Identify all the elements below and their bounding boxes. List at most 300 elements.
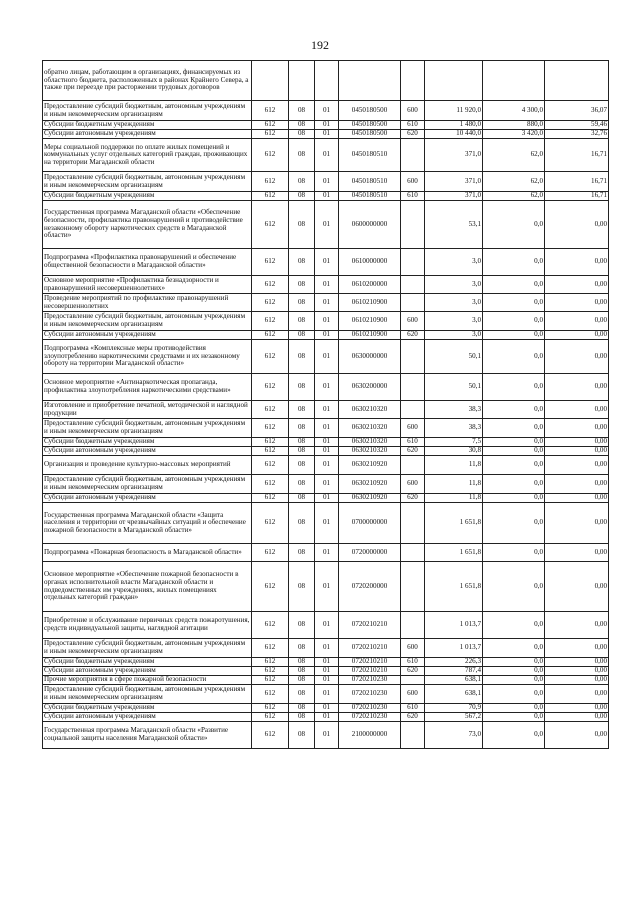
cell-ved-code: 612 [252, 562, 289, 612]
cell-ved-code: 612 [252, 658, 289, 667]
cell-section: 08 [289, 456, 315, 475]
cell-name: Предоставление субсидий бюджетным, автономным учреждениям и иным некоммерческим организациям [43, 172, 252, 192]
cell-target-article: 0610200000 [339, 276, 401, 294]
table-body [43, 61, 609, 749]
cell-plan-amount: 70,9 [425, 704, 483, 713]
cell-subsection: 01 [315, 340, 339, 374]
table-row [43, 639, 609, 658]
cell-target-article: 0450180510 [339, 172, 401, 192]
cell-ved-code: 612 [252, 438, 289, 447]
cell-target-article: 0450180500 [339, 101, 401, 121]
cell-target-article: 0720210210 [339, 667, 401, 676]
cell-target-article: 0630210920 [339, 475, 401, 494]
cell-executed-amount: 0,0 [483, 639, 545, 658]
cell-subsection: 01 [315, 331, 339, 340]
cell-target-article: 0720210230 [339, 685, 401, 704]
table-row [43, 676, 609, 685]
cell-name: Субсидии автономным учреждениям [43, 130, 252, 139]
cell-subsection: 01 [315, 121, 339, 130]
cell-section: 08 [289, 276, 315, 294]
cell-target-article: 0450180500 [339, 130, 401, 139]
cell-ved-code [252, 61, 289, 101]
cell-section: 08 [289, 438, 315, 447]
table-row [43, 130, 609, 139]
cell-executed-amount: 0,0 [483, 713, 545, 722]
cell-percent: 0,00 [545, 249, 609, 276]
cell-ved-code: 612 [252, 101, 289, 121]
cell-target-article: 0630210920 [339, 494, 401, 503]
cell-section: 08 [289, 374, 315, 401]
cell-subsection: 01 [315, 704, 339, 713]
cell-target-article: 0720210230 [339, 676, 401, 685]
table-row [43, 667, 609, 676]
cell-percent: 0,00 [545, 331, 609, 340]
cell-ved-code: 612 [252, 130, 289, 139]
cell-target-article: 0630210320 [339, 401, 401, 419]
cell-percent: 0,00 [545, 722, 609, 749]
cell-executed-amount: 880,0 [483, 121, 545, 130]
cell-target-article: 0610210900 [339, 331, 401, 340]
cell-ved-code: 612 [252, 192, 289, 201]
cell-target-article: 0720210210 [339, 612, 401, 639]
cell-name: обратно лицам, работающим в организациях, финансируемых из областного бюджета, расположенных в районах Крайнего Севера, а также при переезде при расторжении трудовых договоров [43, 61, 252, 101]
cell-executed-amount: 0,0 [483, 685, 545, 704]
cell-plan-amount: 3,0 [425, 294, 483, 312]
cell-name: Предоставление субсидий бюджетным, автономным учреждениям и иным некоммерческим организациям [43, 475, 252, 494]
cell-executed-amount: 0,0 [483, 667, 545, 676]
cell-plan-amount [425, 61, 483, 101]
cell-ved-code: 612 [252, 722, 289, 749]
cell-expense-type [401, 374, 425, 401]
cell-ved-code: 612 [252, 639, 289, 658]
cell-expense-type: 620 [401, 331, 425, 340]
cell-percent: 0,00 [545, 276, 609, 294]
cell-percent: 0,00 [545, 667, 609, 676]
cell-plan-amount: 11,8 [425, 494, 483, 503]
cell-expense-type: 610 [401, 438, 425, 447]
cell-target-article: 0610000000 [339, 249, 401, 276]
cell-name: Основное мероприятие «Профилактика безнадзорности и правонарушений несовершеннолетних» [43, 276, 252, 294]
cell-section: 08 [289, 249, 315, 276]
cell-section: 08 [289, 419, 315, 438]
cell-plan-amount: 371,0 [425, 192, 483, 201]
cell-section: 08 [289, 722, 315, 749]
table-row [43, 121, 609, 130]
cell-subsection: 01 [315, 139, 339, 172]
cell-name: Организация и проведение культурно-массовых мероприятий [43, 456, 252, 475]
cell-expense-type [401, 562, 425, 612]
cell-section: 08 [289, 494, 315, 503]
cell-target-article: 0720210230 [339, 713, 401, 722]
table-row [43, 192, 609, 201]
cell-percent: 0,00 [545, 201, 609, 249]
cell-section: 08 [289, 340, 315, 374]
cell-expense-type [401, 503, 425, 544]
cell-subsection: 01 [315, 503, 339, 544]
table-row [43, 503, 609, 544]
cell-executed-amount: 62,0 [483, 139, 545, 172]
cell-expense-type: 600 [401, 475, 425, 494]
cell-section: 08 [289, 121, 315, 130]
cell-subsection: 01 [315, 401, 339, 419]
cell-executed-amount: 0,0 [483, 503, 545, 544]
table-row [43, 494, 609, 503]
cell-executed-amount: 0,0 [483, 722, 545, 749]
table-row [43, 101, 609, 121]
cell-subsection: 01 [315, 447, 339, 456]
cell-subsection: 01 [315, 713, 339, 722]
cell-executed-amount: 0,0 [483, 494, 545, 503]
cell-target-article: 0450180510 [339, 139, 401, 172]
cell-section: 08 [289, 447, 315, 456]
cell-ved-code: 612 [252, 121, 289, 130]
cell-section: 08 [289, 676, 315, 685]
cell-percent: 0,00 [545, 312, 609, 331]
cell-subsection: 01 [315, 312, 339, 331]
cell-expense-type [401, 276, 425, 294]
cell-plan-amount: 38,3 [425, 419, 483, 438]
cell-plan-amount: 567,2 [425, 713, 483, 722]
cell-subsection: 01 [315, 374, 339, 401]
cell-plan-amount: 3,0 [425, 312, 483, 331]
cell-expense-type [401, 401, 425, 419]
cell-target-article: 0700000000 [339, 503, 401, 544]
cell-percent: 0,00 [545, 658, 609, 667]
cell-percent: 0,00 [545, 685, 609, 704]
cell-percent: 59,46 [545, 121, 609, 130]
cell-percent: 16,71 [545, 172, 609, 192]
cell-percent: 0,00 [545, 456, 609, 475]
cell-executed-amount: 0,0 [483, 419, 545, 438]
cell-expense-type [401, 294, 425, 312]
table-row [43, 704, 609, 713]
cell-subsection: 01 [315, 639, 339, 658]
cell-name: Предоставление субсидий бюджетным, автономным учреждениям и иным некоммерческим организациям [43, 639, 252, 658]
cell-name: Предоставление субсидий бюджетным, автономным учреждениям и иным некоммерческим организациям [43, 101, 252, 121]
cell-percent: 16,71 [545, 139, 609, 172]
cell-section: 08 [289, 713, 315, 722]
cell-percent: 0,00 [545, 639, 609, 658]
cell-plan-amount: 1 651,8 [425, 503, 483, 544]
cell-target-article: 0630210920 [339, 456, 401, 475]
cell-name: Приобретение и обслуживание первичных средств пожаротушения, средств индивидуальной защиты, наглядной агитации [43, 612, 252, 639]
cell-name: Государственная программа Магаданской области «Развитие социальной защиты населения Магаданской области» [43, 722, 252, 749]
cell-section: 08 [289, 172, 315, 192]
cell-percent: 0,00 [545, 494, 609, 503]
cell-subsection: 01 [315, 612, 339, 639]
cell-target-article: 0610210900 [339, 294, 401, 312]
cell-subsection: 01 [315, 101, 339, 121]
cell-name: Субсидии бюджетным учреждениям [43, 438, 252, 447]
cell-expense-type: 610 [401, 704, 425, 713]
cell-expense-type: 620 [401, 130, 425, 139]
table-row [43, 294, 609, 312]
cell-plan-amount: 3,0 [425, 331, 483, 340]
cell-ved-code: 612 [252, 676, 289, 685]
table-row [43, 475, 609, 494]
cell-executed-amount: 0,0 [483, 201, 545, 249]
cell-section: 08 [289, 139, 315, 172]
cell-target-article: 0720000000 [339, 544, 401, 562]
cell-plan-amount: 371,0 [425, 139, 483, 172]
cell-name: Подпрограмма «Комплексные меры противодействия злоупотреблению наркотическими средствами и их незаконному обороту на территории Магаданской области» [43, 340, 252, 374]
cell-target-article: 0630200000 [339, 374, 401, 401]
cell-name: Прочие мероприятия в сфере пожарной безопасности [43, 676, 252, 685]
cell-plan-amount: 787,4 [425, 667, 483, 676]
cell-percent: 0,00 [545, 447, 609, 456]
cell-plan-amount: 11,8 [425, 456, 483, 475]
cell-ved-code: 612 [252, 340, 289, 374]
cell-subsection: 01 [315, 276, 339, 294]
cell-percent: 32,76 [545, 130, 609, 139]
cell-executed-amount: 4 300,0 [483, 101, 545, 121]
cell-expense-type [401, 201, 425, 249]
cell-name: Субсидии бюджетным учреждениям [43, 121, 252, 130]
cell-percent: 0,00 [545, 475, 609, 494]
cell-expense-type [401, 249, 425, 276]
cell-expense-type: 600 [401, 419, 425, 438]
page-number: 192 [311, 38, 329, 52]
cell-name: Субсидии бюджетным учреждениям [43, 704, 252, 713]
cell-executed-amount: 0,0 [483, 475, 545, 494]
cell-plan-amount: 50,1 [425, 340, 483, 374]
cell-plan-amount: 7,5 [425, 438, 483, 447]
cell-expense-type [401, 722, 425, 749]
cell-section: 08 [289, 612, 315, 639]
cell-ved-code: 612 [252, 447, 289, 456]
cell-expense-type: 600 [401, 685, 425, 704]
cell-executed-amount: 0,0 [483, 249, 545, 276]
cell-plan-amount: 38,3 [425, 401, 483, 419]
cell-section: 08 [289, 401, 315, 419]
cell-expense-type: 600 [401, 101, 425, 121]
cell-executed-amount: 0,0 [483, 438, 545, 447]
cell-subsection: 01 [315, 685, 339, 704]
cell-name: Изготовление и приобретение печатной, методической и наглядной продукции [43, 401, 252, 419]
budget-table [42, 60, 609, 749]
cell-target-article: 0630210320 [339, 438, 401, 447]
cell-subsection: 01 [315, 562, 339, 612]
cell-name: Субсидии автономным учреждениям [43, 667, 252, 676]
cell-name: Предоставление субсидий бюджетным, автономным учреждениям и иным некоммерческим организациям [43, 685, 252, 704]
cell-executed-amount: 0,0 [483, 374, 545, 401]
cell-percent: 0,00 [545, 704, 609, 713]
cell-name: Субсидии автономным учреждениям [43, 713, 252, 722]
table-row [43, 340, 609, 374]
cell-expense-type [401, 544, 425, 562]
cell-expense-type: 610 [401, 658, 425, 667]
cell-ved-code: 612 [252, 331, 289, 340]
cell-section: 08 [289, 639, 315, 658]
cell-executed-amount: 0,0 [483, 447, 545, 456]
cell-name: Меры социальной поддержки по оплате жилых помещений и коммунальных услуг отдельных категорий граждан, проживающих на территории Магаданской области [43, 139, 252, 172]
cell-target-article: 0610210900 [339, 312, 401, 331]
cell-ved-code: 612 [252, 374, 289, 401]
cell-section: 08 [289, 101, 315, 121]
cell-expense-type [401, 456, 425, 475]
cell-subsection: 01 [315, 494, 339, 503]
cell-name: Основное мероприятие «Обеспечение пожарной безопасности в органах исполнительной власти Магаданской области и подведомственных им учреждениях, жилых помещениях отдельных категорий граждан» [43, 562, 252, 612]
cell-ved-code: 612 [252, 294, 289, 312]
cell-ved-code: 612 [252, 276, 289, 294]
cell-ved-code: 612 [252, 667, 289, 676]
cell-name: Предоставление субсидий бюджетным, автономным учреждениям и иным некоммерческим организациям [43, 419, 252, 438]
cell-expense-type: 620 [401, 447, 425, 456]
cell-percent: 0,00 [545, 340, 609, 374]
cell-expense-type [401, 61, 425, 101]
cell-expense-type: 600 [401, 639, 425, 658]
table-row [43, 658, 609, 667]
cell-target-article: 0630000000 [339, 340, 401, 374]
cell-expense-type: 620 [401, 494, 425, 503]
cell-subsection: 01 [315, 438, 339, 447]
cell-section: 08 [289, 475, 315, 494]
cell-name: Государственная программа Магаданской области «Защита населения и территории от чрезвычайных ситуаций и обеспечение пожарной безопасности в Магаданской области» [43, 503, 252, 544]
cell-name: Подпрограмма «Профилактика правонарушений и обеспечение общественной безопасности в Магаданской области» [43, 249, 252, 276]
cell-executed-amount: 0,0 [483, 658, 545, 667]
cell-subsection: 01 [315, 544, 339, 562]
cell-executed-amount: 0,0 [483, 544, 545, 562]
table-row [43, 685, 609, 704]
cell-plan-amount: 1 651,8 [425, 562, 483, 612]
cell-section: 08 [289, 503, 315, 544]
cell-expense-type: 610 [401, 192, 425, 201]
cell-percent [545, 61, 609, 101]
cell-expense-type: 600 [401, 172, 425, 192]
cell-expense-type: 610 [401, 121, 425, 130]
table-row [43, 172, 609, 192]
cell-executed-amount: 0,0 [483, 676, 545, 685]
cell-target-article: 0720210210 [339, 658, 401, 667]
cell-name: Основное мероприятие «Антинаркотическая пропаганда, профилактика злоупотребления наркотическими средствами» [43, 374, 252, 401]
table-row [43, 447, 609, 456]
cell-section: 08 [289, 544, 315, 562]
cell-ved-code: 612 [252, 503, 289, 544]
cell-section: 08 [289, 192, 315, 201]
cell-plan-amount: 73,0 [425, 722, 483, 749]
cell-target-article: 0630210320 [339, 419, 401, 438]
cell-executed-amount: 0,0 [483, 704, 545, 713]
cell-name: Подпрограмма «Пожарная безопасность в Магаданской области» [43, 544, 252, 562]
cell-subsection: 01 [315, 172, 339, 192]
cell-ved-code: 612 [252, 172, 289, 192]
cell-target-article: 2100000000 [339, 722, 401, 749]
table-row [43, 713, 609, 722]
cell-plan-amount: 1 651,8 [425, 544, 483, 562]
cell-executed-amount: 0,0 [483, 294, 545, 312]
cell-ved-code: 612 [252, 612, 289, 639]
cell-percent: 0,00 [545, 503, 609, 544]
cell-plan-amount: 3,0 [425, 249, 483, 276]
table-row [43, 276, 609, 294]
cell-name: Проведение мероприятий по профилактике правонарушений несовершеннолетних [43, 294, 252, 312]
cell-executed-amount: 0,0 [483, 612, 545, 639]
table-row [43, 374, 609, 401]
cell-section: 08 [289, 201, 315, 249]
cell-plan-amount: 50,1 [425, 374, 483, 401]
cell-plan-amount: 10 440,0 [425, 130, 483, 139]
cell-target-article: 0450180500 [339, 121, 401, 130]
cell-target-article [339, 61, 401, 101]
cell-expense-type [401, 676, 425, 685]
cell-executed-amount: 62,0 [483, 192, 545, 201]
cell-section: 08 [289, 658, 315, 667]
cell-target-article: 0720210230 [339, 704, 401, 713]
cell-name: Субсидии бюджетным учреждениям [43, 658, 252, 667]
table-row [43, 249, 609, 276]
cell-section: 08 [289, 312, 315, 331]
cell-subsection: 01 [315, 419, 339, 438]
table-row [43, 562, 609, 612]
cell-plan-amount: 638,1 [425, 676, 483, 685]
cell-expense-type: 620 [401, 667, 425, 676]
table-row [43, 419, 609, 438]
cell-percent: 0,00 [545, 562, 609, 612]
cell-name: Предоставление субсидий бюджетным, автономным учреждениям и иным некоммерческим организациям [43, 312, 252, 331]
cell-subsection: 01 [315, 676, 339, 685]
table-row [43, 456, 609, 475]
cell-ved-code: 612 [252, 713, 289, 722]
table-row [43, 201, 609, 249]
cell-executed-amount [483, 61, 545, 101]
cell-subsection: 01 [315, 456, 339, 475]
cell-ved-code: 612 [252, 685, 289, 704]
cell-ved-code: 612 [252, 456, 289, 475]
table-row [43, 139, 609, 172]
cell-plan-amount: 3,0 [425, 276, 483, 294]
cell-percent: 0,00 [545, 374, 609, 401]
cell-percent: 16,71 [545, 192, 609, 201]
table-row [43, 312, 609, 331]
cell-section: 08 [289, 685, 315, 704]
cell-subsection: 01 [315, 722, 339, 749]
cell-plan-amount: 1 013,7 [425, 612, 483, 639]
cell-ved-code: 612 [252, 201, 289, 249]
cell-expense-type: 620 [401, 713, 425, 722]
cell-expense-type [401, 340, 425, 374]
cell-ved-code: 612 [252, 312, 289, 331]
cell-ved-code: 612 [252, 704, 289, 713]
cell-section [289, 61, 315, 101]
cell-name: Субсидии автономным учреждениям [43, 494, 252, 503]
cell-ved-code: 612 [252, 475, 289, 494]
cell-percent: 36,07 [545, 101, 609, 121]
cell-subsection: 01 [315, 658, 339, 667]
cell-subsection: 01 [315, 667, 339, 676]
cell-subsection: 01 [315, 249, 339, 276]
cell-ved-code: 612 [252, 494, 289, 503]
cell-percent: 0,00 [545, 294, 609, 312]
cell-plan-amount: 1 480,0 [425, 121, 483, 130]
cell-plan-amount: 11,8 [425, 475, 483, 494]
cell-target-article: 0450180510 [339, 192, 401, 201]
cell-expense-type [401, 139, 425, 172]
cell-subsection: 01 [315, 130, 339, 139]
table-row [43, 544, 609, 562]
cell-subsection [315, 61, 339, 101]
cell-target-article: 0720210210 [339, 639, 401, 658]
table-row [43, 612, 609, 639]
cell-name: Субсидии автономным учреждениям [43, 331, 252, 340]
cell-percent: 0,00 [545, 713, 609, 722]
cell-ved-code: 612 [252, 419, 289, 438]
cell-executed-amount: 0,0 [483, 456, 545, 475]
cell-percent: 0,00 [545, 612, 609, 639]
cell-subsection: 01 [315, 294, 339, 312]
table-row [43, 401, 609, 419]
cell-executed-amount: 0,0 [483, 276, 545, 294]
cell-percent: 0,00 [545, 438, 609, 447]
